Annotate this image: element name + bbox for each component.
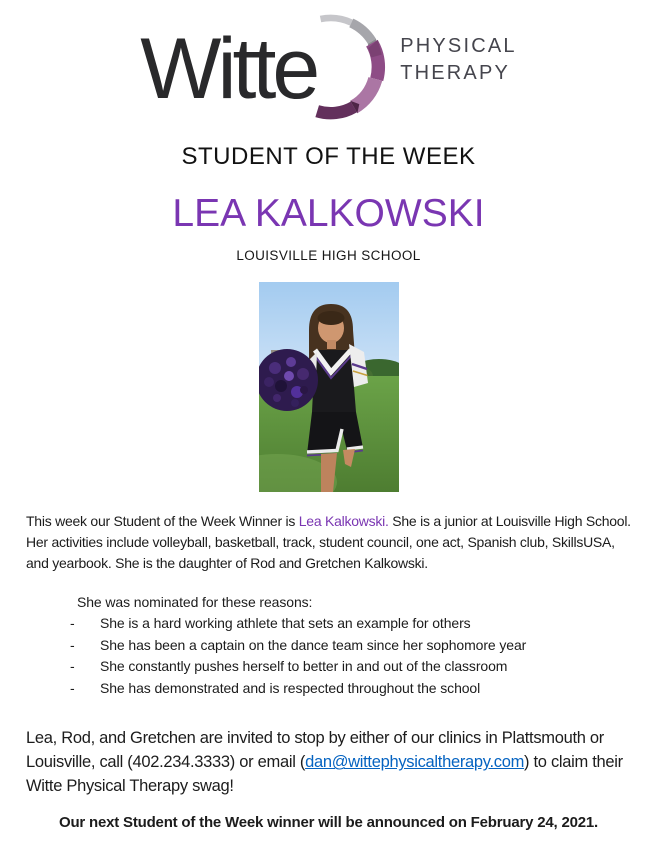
bullet-dash: - bbox=[70, 615, 75, 632]
reason-text: She has demonstrated and is respected throughout the school bbox=[100, 679, 481, 696]
logo bbox=[0, 0, 657, 128]
reason-text: She has been a captain on the dance team since her sophomore year bbox=[100, 636, 527, 653]
cheerleader-illustration bbox=[259, 282, 399, 492]
announcement: Our next Student of the Week winner will be announced on February 24, 2021. bbox=[58, 814, 598, 832]
invite-text-before: Lea, Rod, and Gretchen are invited to stop by either of our clinics in Plattsmouth or Louisville, call (402.234.3333) or email ( bbox=[26, 729, 604, 772]
intro-text-after: She is a junior at Louisville High School. Her activities include volleyball, basketball, track, student council, one act, Spanish club, SkillsUSA, and yearbook. She is the daughter of Rod and Gretchen Kalkowski. bbox=[26, 512, 631, 571]
student-photo bbox=[259, 282, 399, 492]
invite-paragraph bbox=[26, 726, 640, 798]
reason-text: She constantly pushes herself to better in and out of the classroom bbox=[100, 658, 508, 675]
bullet-dash: - bbox=[70, 679, 75, 696]
school-name: LOUISVILLE HIGH SCHOOL bbox=[236, 247, 421, 263]
logo-tagline-line2: THERAPY bbox=[400, 62, 511, 84]
student-name-heading: LEA KALKOWSKI bbox=[172, 192, 485, 235]
logo-wordmark: Witte bbox=[140, 21, 317, 117]
reasons-heading: She was nominated for these reasons: bbox=[77, 593, 313, 610]
invite-text-after: ) to claim their Witte Physical Therapy swag! bbox=[26, 753, 623, 796]
logo-tagline bbox=[400, 33, 517, 87]
section-title: STUDENT OF THE WEEK bbox=[181, 143, 476, 170]
list-item bbox=[70, 656, 657, 678]
list-item bbox=[70, 678, 657, 700]
email-link[interactable]: dan@wittephysicaltherapy.com bbox=[305, 753, 525, 772]
logo-tagline-line1: PHYSICAL bbox=[400, 35, 517, 57]
bullet-dash: - bbox=[70, 658, 75, 675]
bullet-dash: - bbox=[70, 636, 75, 653]
logo-arc-icon bbox=[302, 7, 388, 127]
list-item bbox=[70, 635, 657, 657]
student-name-inline: Lea Kalkowski. bbox=[298, 512, 389, 529]
reasons-section bbox=[70, 592, 657, 700]
list-item bbox=[70, 613, 657, 635]
reason-text: She is a hard working athlete that sets an example for others bbox=[100, 615, 471, 632]
intro-text-before: This week our Student of the Week Winner is bbox=[26, 512, 299, 529]
intro-paragraph bbox=[26, 511, 636, 574]
